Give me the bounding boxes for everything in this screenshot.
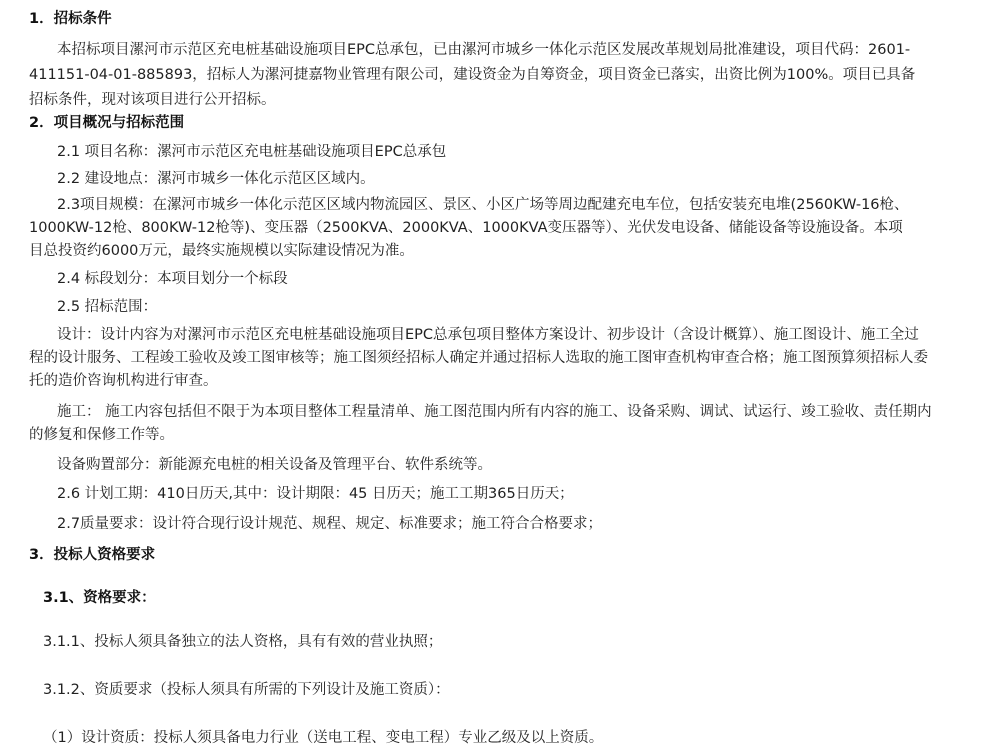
section-1-paragraph-line-2: 411151-04-01-885893，招标人为漯河捷嘉物业管理有限公司，建设资金为自筹资金，项目资金已落实，出资比例为100%。项目已具备 (29, 67, 916, 83)
section-2-heading: 2．项目概况与招标范围 (29, 115, 185, 131)
equipment-purchase: 设备购置部分：新能源充电桩的相关设备及管理平台、软件系统等。 (57, 457, 492, 473)
project-name: 2.1 项目名称：漯河市示范区充电桩基础设施项目EPC总承包 (57, 144, 447, 160)
construction-scope-line-1: 施工： 施工内容包括但不限于为本项目整体工程量清单、施工图范围内所有内容的施工、设备采购、调试、试运行、竣工验收、责任期内 (57, 404, 932, 420)
section-3-heading: 3．投标人资格要求 (29, 547, 156, 563)
design-scope-line-2: 程的设计服务、工程竣工验收及竣工图审核等；施工图须经招标人确定并通过招标人选取的施工图审查机构审查合格；施工图预算须招标人委 (29, 350, 928, 366)
quality-requirement: 2.7质量要求：设计符合现行设计规范、规程、规定、标准要求；施工符合合格要求； (57, 516, 603, 532)
planned-schedule: 2.6 计划工期：410日历天,其中：设计期限：45 日历天；施工工期365日历天； (57, 486, 574, 502)
project-scale-line-2: 1000KW-12枪、800KW-12枪等)、变压器（2500KVA、2000KVA、1000KVA变压器等）、光伏发电设备、储能设备等设施设备。本项 (29, 220, 903, 236)
section-1-paragraph-line-1: 本招标项目漯河市示范区充电桩基础设施项目EPC总承包，已由漯河市城乡一体化示范区发展改革规划局批准建设，项目代码：2601- (57, 42, 911, 58)
requirement-3-1-1: 3.1.1、投标人须具备独立的法人资格，具有有效的营业执照； (43, 634, 443, 650)
section-1-paragraph-line-3: 招标条件，现对该项目进行公开招标。 (29, 92, 276, 108)
requirement-3-1-2: 3.1.2、资质要求（投标人须具有所需的下列设计及施工资质）： (43, 682, 450, 698)
design-scope-line-3: 托的造价咨询机构进行审查。 (29, 373, 218, 389)
project-location: 2.2 建设地点：漯河市城乡一体化示范区区域内。 (57, 171, 375, 187)
lot-division: 2.4 标段划分：本项目划分一个标段 (57, 271, 288, 287)
design-scope-line-1: 设计：设计内容为对漯河市示范区充电桩基础设施项目EPC总承包项目整体方案设计、初步设计（含设计概算）、施工图设计、施工全过 (57, 327, 919, 343)
design-qualification: （1）设计资质：投标人须具备电力行业（送电工程、变电工程）专业乙级及以上资质。 (43, 730, 604, 746)
project-scale-line-3: 目总投资约6000万元，最终实施规模以实际建设情况为准。 (29, 243, 414, 259)
project-scale-line-1: 2.3项目规模：在漯河市城乡一体化示范区区域内物流园区、景区、小区广场等周边配建充电车位，包括安装充电堆(2560KW-16枪、 (57, 197, 909, 213)
qualification-subheading: 3.1、资格要求： (43, 590, 156, 606)
scope-label: 2.5 招标范围： (57, 299, 158, 315)
section-1-heading: 1．招标条件 (29, 11, 112, 27)
construction-scope-line-2: 的修复和保修工作等。 (29, 427, 174, 443)
